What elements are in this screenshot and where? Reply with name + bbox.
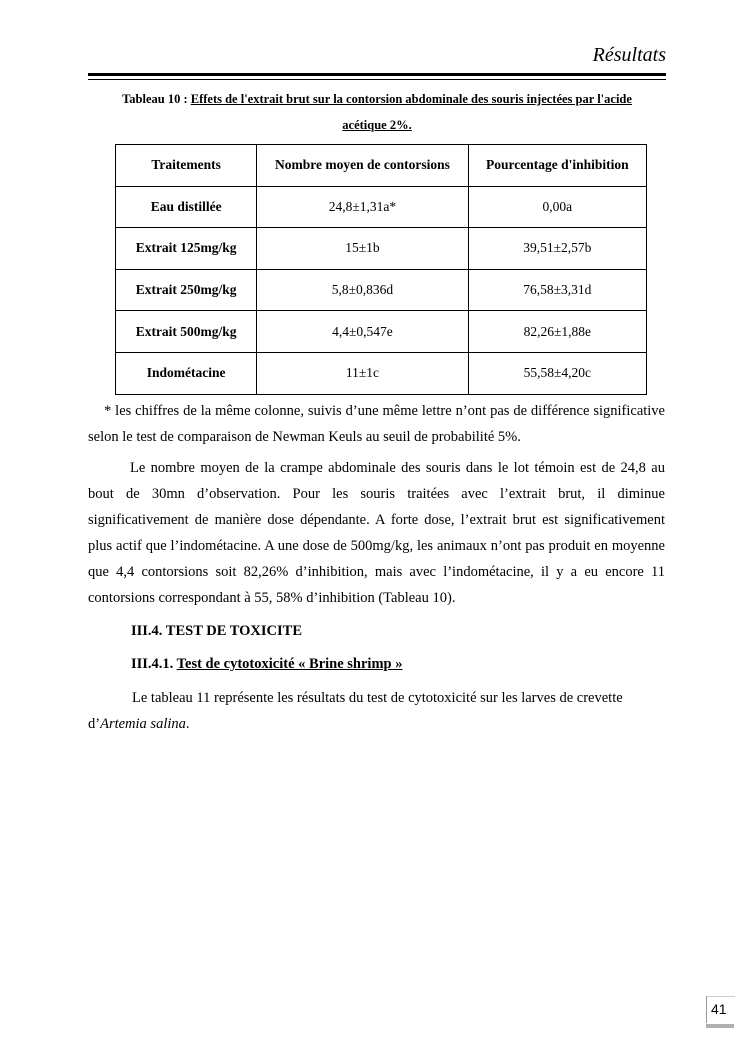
species-name: Artemia salina: [100, 716, 186, 732]
table-row: [116, 311, 647, 353]
treatment-cell: Extrait 125mg/kg: [116, 228, 257, 270]
results-table: [115, 144, 647, 395]
header-rule-thick: [88, 73, 666, 76]
table-caption: [92, 86, 662, 138]
table-row: [116, 228, 647, 270]
paragraph-cytotoxicity: [88, 685, 665, 737]
inhibition-cell: 76,58±3,31d: [468, 269, 646, 311]
section-heading: III.4. TEST DE TOXICITE: [131, 623, 302, 639]
treatment-cell: Extrait 250mg/kg: [116, 269, 257, 311]
table-footnote: * les chiffres de la même colonne, suivis d’une même lettre n’ont pas de différence significative selon le test de comparaison de Newman Keuls au seuil de probabilité 5%.: [88, 403, 665, 445]
subsection-number: III.4.1.: [131, 656, 177, 672]
table-header-row: [116, 145, 647, 187]
contortions-cell: 11±1c: [257, 352, 468, 394]
table-header-cell: Traitements: [116, 145, 257, 187]
caption-prefix: Tableau 10 :: [122, 92, 191, 106]
table-row: [116, 186, 647, 228]
table-header-cell: Pourcentage d'inhibition: [468, 145, 646, 187]
table-row: [116, 352, 647, 394]
table-header-cell: Nombre moyen de contorsions: [257, 145, 468, 187]
table-row: [116, 269, 647, 311]
caption-title-line2: acétique 2%.: [342, 118, 412, 132]
caption-title-line1: Effets de l'extrait brut sur la contorsion abdominale des souris injectées par l'acide: [190, 92, 632, 106]
subsection-title: Test de cytotoxicité « Brine shrimp »: [176, 656, 403, 672]
page-number-bar: [706, 1024, 734, 1028]
paragraph-cytotoxicity-text: Le tableau 11 représente les résultats du test de cytotoxicité sur les larves de crevette d’: [88, 690, 623, 732]
contortions-cell: 24,8±1,31a*: [257, 186, 468, 228]
inhibition-cell: 39,51±2,57b: [468, 228, 646, 270]
contortions-cell: 4,4±0,547e: [257, 311, 468, 353]
paragraph-cytotoxicity-end: .: [185, 716, 190, 732]
inhibition-cell: 55,58±4,20c: [468, 352, 646, 394]
header-rule-thin: [88, 79, 666, 80]
inhibition-cell: 0,00a: [468, 186, 646, 228]
treatment-cell: Extrait 500mg/kg: [116, 311, 257, 353]
treatment-cell: Indométacine: [116, 352, 257, 394]
inhibition-cell: 82,26±1,88e: [468, 311, 646, 353]
paragraph-results: Le nombre moyen de la crampe abdominale des souris dans le lot témoin est de 24,8 au bout de 30mn d’observation. Pour les souris traitées avec l’extrait brut, il diminue significativement de manière dose dépendante. A forte dose, l’extrait brut est significativement plus actif que l’indométacine. A une dose de 500mg/kg, les animaux n’ont pas produit en moyenne que 4,4 contorsions soit 82,26% d’inhibition, mais avec l’indométacine, il y a eu encore 11 contorsions correspondant à 55, 58% d’inhibition (Tableau 10).: [88, 460, 665, 606]
subsection-heading: [131, 656, 402, 673]
page-header-title: Résultats: [592, 44, 666, 66]
treatment-cell: Eau distillée: [116, 186, 257, 228]
contortions-cell: 15±1b: [257, 228, 468, 270]
contortions-cell: 5,8±0,836d: [257, 269, 468, 311]
page-number: 41: [711, 1001, 727, 1017]
